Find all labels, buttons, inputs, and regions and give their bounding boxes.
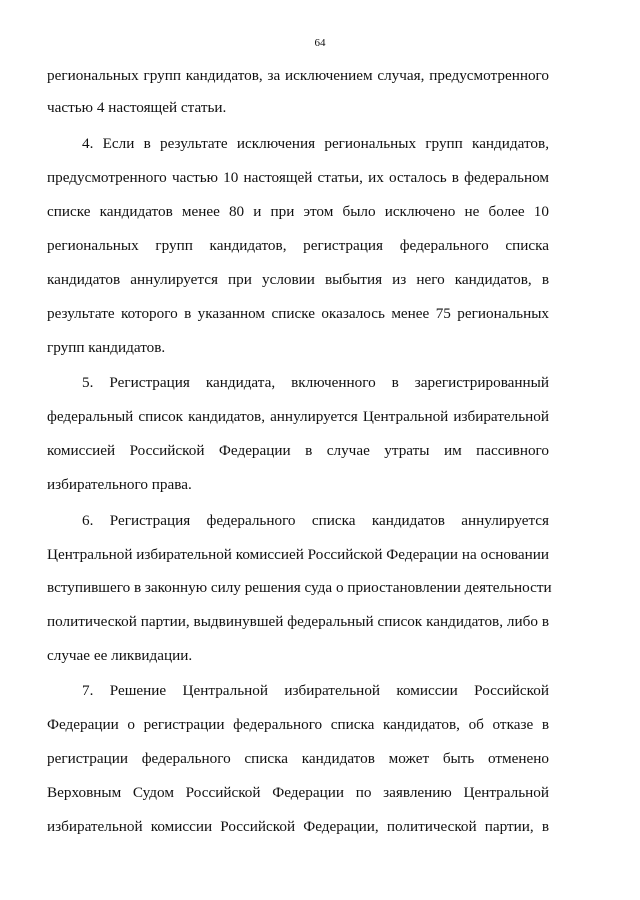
text-line: федеральный список кандидатов, аннулируется Центральной избирательной — [47, 408, 549, 425]
text-line: групп кандидатов. — [47, 339, 166, 356]
text-line: результате которого в указанном списке оказалось менее 75 региональных — [47, 305, 549, 322]
text-line: Центральной избирательной комиссией Российской Федерации на основании — [47, 546, 550, 563]
text-line: частью 4 настоящей статьи. — [47, 99, 227, 116]
text-line: предусмотренного частью 10 настоящей статьи, их осталось в федеральном — [47, 169, 549, 186]
text-line: избирательного права. — [47, 476, 192, 493]
text-line: 4. Если в результате исключения региональных групп кандидатов, — [82, 135, 549, 152]
text-line: 7. Решение Центральной избирательной комиссии Российской — [82, 682, 549, 699]
text-line: региональных групп кандидатов, регистрация федерального списка — [47, 237, 549, 254]
text-line: Верховным Судом Российской Федерации по заявлению Центральной — [47, 784, 549, 801]
text-line: 6. Регистрация федерального списка кандидатов аннулируется — [82, 512, 549, 529]
text-line: 5. Регистрация кандидата, включенного в зарегистрированный — [82, 374, 549, 391]
text-line: регистрации федерального списка кандидатов может быть отменено — [47, 750, 549, 767]
text-line: региональных групп кандидатов, за исключением случая, предусмотренного — [47, 67, 549, 84]
text-line: случае ее ликвидации. — [47, 647, 193, 664]
text-line: кандидатов аннулируется при условии выбытия из него кандидатов, в — [47, 271, 549, 288]
text-line: комиссией Российской Федерации в случае утраты им пассивного — [47, 442, 549, 459]
text-line: политической партии, выдвинувшей федеральный список кандидатов, либо в — [47, 613, 549, 630]
text-line: списке кандидатов менее 80 и при этом было исключено не более 10 — [47, 203, 549, 220]
text-line: вступившего в законную силу решения суда о приостановлении деятельности — [47, 579, 552, 596]
text-line: избирательной комиссии Российской Федерации, политической партии, в — [47, 818, 549, 835]
text-line: Федерации о регистрации федерального списка кандидатов, об отказе в — [47, 716, 549, 733]
page-number: 64 — [314, 37, 326, 49]
